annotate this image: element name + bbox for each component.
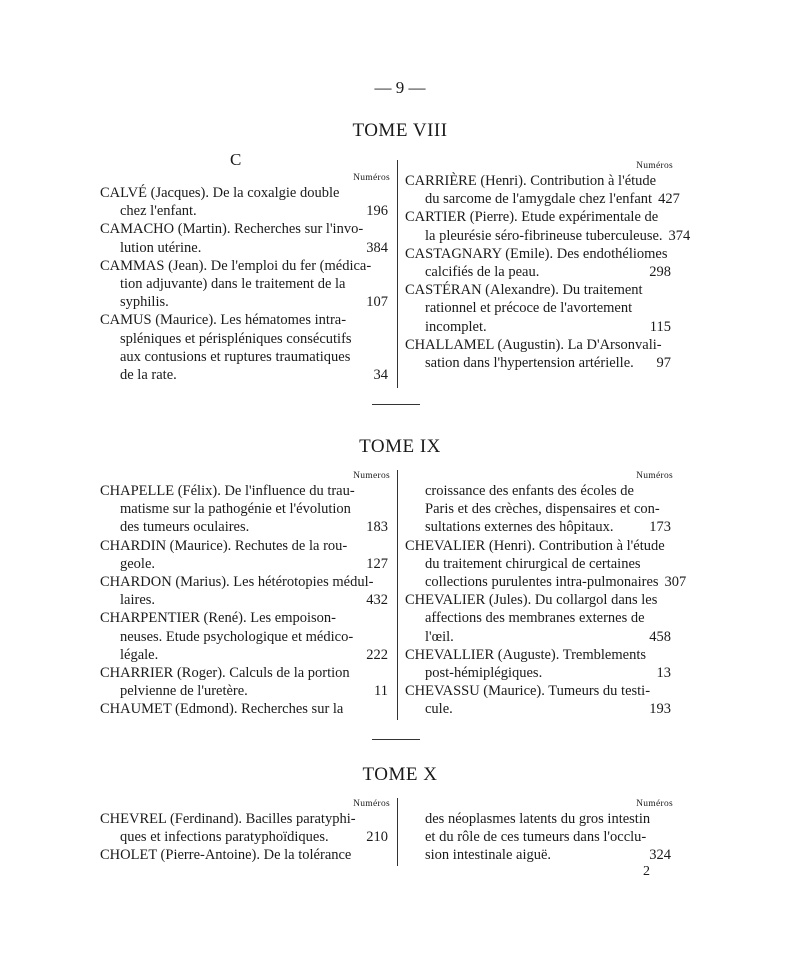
entry-text: rationnel et précoce de l'avortement: [425, 300, 633, 317]
entry-text: CHEVALIER (Jules). Du collargol dans les: [405, 592, 658, 609]
tome-section: [100, 150, 691, 390]
index-entry: [405, 281, 673, 336]
entry-text: la pleurésie séro-fibrineuse tuberculeuse.: [425, 227, 663, 244]
entry-text: CALVÉ (Jacques). De la coxalgie double: [100, 185, 340, 201]
tome-title: TOME X: [362, 764, 438, 785]
entry-text: incomplet.: [425, 318, 487, 335]
entry-number: 196: [366, 203, 388, 220]
index-entry: [100, 573, 390, 609]
tome-title: TOME IX: [359, 436, 441, 457]
entry-text: CAMUS (Maurice). Les hématomes intra-: [100, 312, 347, 329]
column-header: Numéros: [353, 173, 390, 183]
entry-number: 458: [649, 628, 671, 645]
tome-section: [100, 798, 673, 868]
right-column: [405, 470, 687, 719]
entry-text: l'œil.: [425, 628, 454, 645]
entry-text: CHALLAMEL (Augustin). La D'Arsonvali-: [405, 336, 662, 353]
column-divider: [397, 798, 398, 866]
entry-number: 13: [656, 665, 671, 682]
entry-text: CHAUMET (Edmond). Recherches sur la: [100, 701, 344, 718]
entry-number: 115: [649, 318, 671, 335]
entry-text: CARTIER (Pierre). Etude expérimentale de: [405, 209, 659, 226]
entry-number: 173: [649, 519, 671, 536]
tome-section: [100, 470, 687, 728]
index-entry: [100, 311, 390, 384]
entry-text: geole.: [120, 555, 156, 572]
letter-heading: C: [230, 150, 242, 169]
entry-text: CAMACHO (Martin). Recherches sur l'invo-: [100, 221, 364, 238]
entry-text: CHEVASSU (Maurice). Tumeurs du testi-: [405, 683, 651, 700]
page-number: — 9 —: [374, 78, 426, 97]
entry-text: de la rate.: [120, 367, 177, 384]
entry-text: post-hémiplégiques.: [425, 665, 543, 682]
entry-text: Paris et des crèches, dispensaires et con-: [425, 501, 660, 518]
entry-text: des néoplasmes latents du gros intestin: [425, 811, 651, 827]
entry-text: des tumeurs oculaires.: [120, 519, 250, 536]
entry-text: croissance des enfants des écoles de: [425, 483, 634, 499]
left-column: [100, 798, 390, 865]
entry-number: 432: [366, 592, 388, 609]
entry-text: CHARPENTIER (René). Les empoison-: [100, 610, 336, 627]
tome-title: TOME VIII: [352, 120, 448, 141]
entry-text: CAMMAS (Jean). De l'emploi du fer (médica-: [100, 257, 372, 274]
left-column: [100, 470, 390, 719]
entry-text: CHARDON (Marius). Les hétérotopies médul-: [100, 574, 374, 591]
index-entry: [405, 482, 673, 537]
entry-text: sultations externes des hôpitaux.: [425, 519, 614, 536]
right-column: [405, 160, 691, 372]
entry-text: laires.: [120, 592, 156, 609]
index-entry: [405, 208, 691, 244]
column-header: Numeros: [353, 471, 390, 481]
column-header: Numéros: [636, 471, 673, 481]
entry-text: CHEVREL (Ferdinand). Bacilles paratyphi-: [100, 811, 356, 827]
index-entry: [100, 257, 390, 312]
entry-number: 127: [366, 555, 388, 572]
column-divider: [397, 160, 398, 388]
index-entry: [405, 810, 673, 865]
column-header: Numéros: [353, 799, 390, 809]
index-entry: [100, 846, 390, 864]
entry-text: CHEVALIER (Henri). Contribution à l'étude: [405, 537, 665, 554]
entry-number: 34: [373, 367, 388, 384]
entry-text: chez l'enfant.: [120, 203, 197, 220]
entry-text: du sarcome de l'amygdale chez l'enfant: [425, 191, 653, 208]
entry-text: affections des membranes externes de: [425, 610, 645, 627]
entry-text: ques et infections paratyphoïdiques.: [120, 829, 329, 846]
entry-text: neuses. Etude psychologique et médico-: [120, 628, 354, 645]
index-entry: [405, 591, 673, 646]
entry-number: 193: [649, 701, 671, 718]
entry-text: CASTAGNARY (Emile). Des endothéliomes: [405, 245, 668, 262]
entry-number: 210: [366, 829, 388, 846]
entry-text: matisme sur la pathogénie et l'évolution: [120, 501, 351, 518]
entry-text: CHEVALLIER (Auguste). Tremblements: [405, 646, 646, 663]
entry-number: 384: [366, 239, 388, 256]
left-column: [100, 172, 390, 384]
index-entry: [100, 220, 390, 256]
entry-text: et du rôle de ces tumeurs dans l'occlu-: [425, 829, 647, 846]
entry-text: CHARDIN (Maurice). Rechutes de la rou-: [100, 537, 348, 554]
entry-text: syphilis.: [120, 294, 169, 311]
entry-number: 222: [366, 646, 388, 663]
index-entry: [405, 172, 680, 208]
index-entry: [405, 245, 673, 281]
section-rule: [372, 404, 420, 405]
entry-text: sion intestinale aiguë.: [425, 847, 552, 864]
entry-text: légale.: [120, 646, 159, 663]
index-entry: [405, 682, 673, 718]
entry-text: calcifiés de la peau.: [425, 264, 540, 281]
right-column: [405, 798, 673, 865]
section-rule: [372, 739, 420, 740]
entry-text: CARRIÈRE (Henri). Contribution à l'étude: [405, 173, 657, 189]
entry-number: 11: [374, 683, 388, 700]
index-entry: [100, 664, 390, 700]
entry-text: CHARRIER (Roger). Calculs de la portion: [100, 665, 350, 682]
entry-text: sation dans l'hypertension artérielle.: [425, 355, 634, 372]
entry-text: collections purulentes intra-pulmonaires: [425, 574, 659, 591]
index-entry: [405, 646, 673, 682]
entry-text: lution utérine.: [120, 239, 202, 256]
index-entry: [405, 336, 673, 372]
entry-number: 374: [668, 227, 691, 244]
entry-number: 97: [656, 355, 671, 372]
entry-number: 324: [649, 847, 671, 864]
column-header: Numéros: [636, 161, 673, 171]
entry-text: du traitement chirurgical de certaines: [425, 555, 641, 572]
entry-text: CHOLET (Pierre-Antoine). De la tolérance: [100, 847, 352, 864]
entry-text: cule.: [425, 701, 453, 718]
index-entry: [100, 537, 390, 573]
footer-mark: 2: [643, 864, 650, 879]
index-entry: [100, 810, 390, 846]
entry-text: spléniques et périspléniques consécutifs: [120, 330, 352, 347]
entry-number: 183: [366, 519, 388, 536]
index-entry: [100, 700, 390, 718]
entry-text: aux contusions et ruptures traumatiques: [120, 348, 351, 365]
column-header: Numéros: [636, 799, 673, 809]
entry-text: CHAPELLE (Félix). De l'influence du trau-: [100, 483, 355, 499]
index-entry: [100, 184, 390, 220]
entry-number: 427: [658, 191, 680, 208]
entry-number: 107: [366, 294, 388, 311]
entry-number: 307: [664, 574, 687, 591]
index-entry: [100, 482, 390, 537]
entry-text: CASTÉRAN (Alexandre). Du traitement: [405, 282, 643, 299]
entry-text: tion adjuvante) dans le traitement de la: [120, 276, 346, 293]
entry-text: pelvienne de l'uretère.: [120, 683, 248, 700]
index-entry: [405, 537, 687, 592]
column-divider: [397, 470, 398, 720]
index-entry: [100, 609, 390, 664]
entry-number: 298: [649, 264, 671, 281]
